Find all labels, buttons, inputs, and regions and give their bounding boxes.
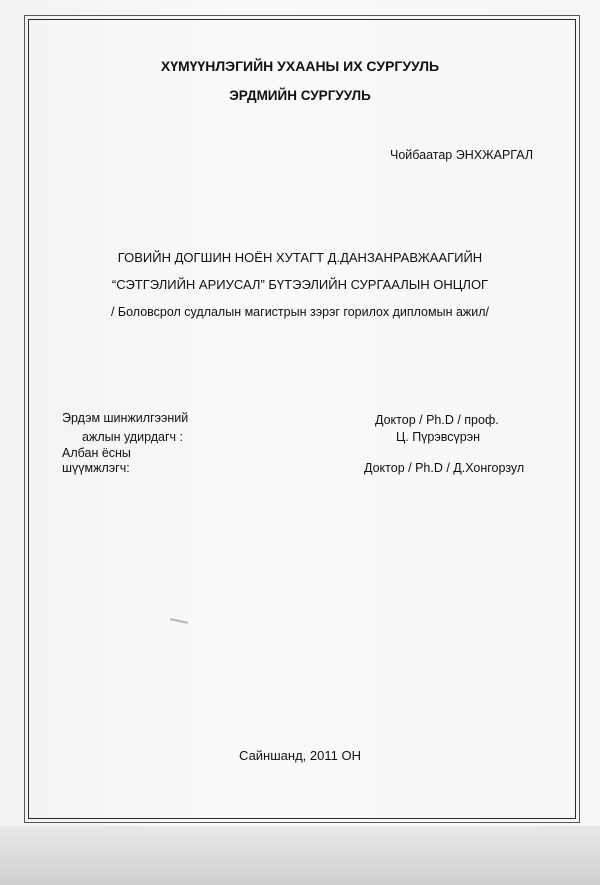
thesis-subtitle: / Боловсрол судлалын магистрын зэрэг горилох дипломын ажил/ <box>110 305 490 319</box>
author-name: Чойбаатар ЭНХЖАРГАЛ <box>390 148 534 162</box>
reviewer-label-line1: Албан ёсны <box>62 446 131 460</box>
advisor-label-line2: ажлын удирдагч : <box>82 430 184 444</box>
advisor-title: Доктор / Ph.D / проф. <box>375 413 499 427</box>
advisor-name: Ц. Пүрэвсүрэн <box>396 430 480 444</box>
scan-background <box>0 826 600 885</box>
place-and-year: Сайншанд, 2011 ОН <box>239 748 361 763</box>
reviewer-name: Доктор / Ph.D / Д.Хонгорзул <box>364 461 525 475</box>
thesis-title-line2: “СЭТГЭЛИЙН АРИУСАЛ” БҮТЭЭЛИЙН СУРГААЛЫН ОНЦЛОГ <box>111 277 489 292</box>
university-name: ХҮМҮҮНЛЭГИЙН УХААНЫ ИХ СУРГУУЛЬ <box>160 58 440 74</box>
thesis-title-line1: ГОВИЙН ДОГШИН НОЁН ХУТАГТ Д.ДАНЗАНРАВЖААГИЙН <box>117 250 483 265</box>
advisor-label-line1: Эрдэм шинжилгээний <box>62 411 189 425</box>
school-name: ЭРДМИЙН СУРГУУЛЬ <box>229 88 371 103</box>
reviewer-label-line2: шүүмжлэгч: <box>62 461 130 475</box>
